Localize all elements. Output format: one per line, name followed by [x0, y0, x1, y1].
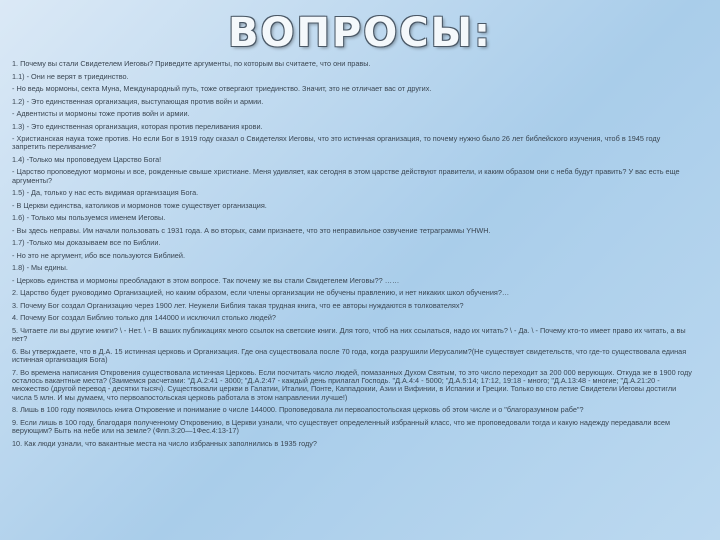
paragraph: 10. Как люди узнали, что вакантные места на число избранных заполнились в 1935 году? — [12, 438, 317, 448]
slide-title: ВОПРОСЫ: — [227, 10, 493, 56]
paragraph: - Вы здесь неправы. Им начали пользовать с 1931 года. А во вторых, сами признаете, что это неправильное озвучение тетраграммы YHWH. — [12, 225, 491, 235]
paragraph: 1.4) -Только мы проповедуем Царство Бога! — [12, 154, 162, 164]
paragraph: - В Церкви единства, католиков и мормонов тоже существует организация. — [12, 200, 267, 210]
paragraph: 1.7) -Только мы доказываем все по Библии. — [12, 238, 161, 248]
paragraph: 1.1) - Они не верят в триединство. — [12, 71, 129, 81]
paragraph: - Христианская наука тоже против. Но если Бог в 1919 году сказал о Свидетелях Иеговы, что это истинная организация, то почему нужно было 26 лет библейского изучения, чтоб в 1945 году запретить переливание? — [12, 134, 661, 152]
paragraph: 2. Царство будет руководимо Организацией, но каким образом, если члены организации не обучены правлению, и нет никаких школ обучения?… — [12, 288, 510, 298]
paragraph: 1.3) - Это единственная организация, которая против переливания крови. — [12, 121, 263, 131]
paragraph: 6. Вы утверждаете, что в Д.А. 15 истинная церковь и Организация. Где она существовала после 70 года, когда разрушили Иерусалим?(Не существует свидетельств, что где-то существовала единая истинная организация Бога) — [12, 346, 687, 365]
paragraph: 8. Лишь в 100 году появилось книга Откровение и понимание о числе 144000. Проповедовала ли первоапостольская церковь об этом числе и о "благоразумном рабе"? — [12, 405, 584, 415]
paragraph: 1.8) - Мы едины. — [12, 263, 68, 273]
paragraph: 1.6) - Только мы пользуемся именем Иеговы. — [12, 213, 166, 223]
paragraph: 1.5) - Да, только у нас есть видимая организация Бога. — [12, 188, 199, 198]
paragraph: 1. Почему вы стали Свидетелем Иеговы? Приведите аргументы, по которым вы считаете, что они правы. — [12, 59, 371, 68]
paragraph: 5. Читаете ли вы другие книги? \ - Нет. \ - В ваших публикациях много ссылок на светские книги. Для того, чтоб на них ссылаться, надо их читать? \ - Да. \ - Почему кто-то имеет право их читать, а вы нет? — [12, 325, 686, 344]
paragraph: - Царство проповедуют мормоны и все, рожденные свыше христиане. Меня удивляет, как сегодня в этом царстве действуют правители, и каким образом они с неба будут править? У вас есть еще аргументы? — [12, 167, 680, 185]
paragraph: - Но ведь мормоны, секта Муна, Международный путь, тоже отвергают триединство. Значит, это не отличает вас от других. — [12, 84, 432, 93]
questions-text — [12, 60, 696, 452]
paragraph: 3. Почему Бог создал Организацию через 1900 лет. Неужели Библия такая трудная книга, что ее авторы нуждаются в толкователях? — [12, 300, 464, 310]
paragraph: 9. Если лишь в 100 году, благодаря полученному Откровению, в Церкви узнали, что существует определенный избранный класс, что же проповедовали тогда и какую надежду передавали всем верующим? Быть на небе или на земле? (Флп.3:20—1Фес.4:13-17) — [12, 417, 670, 436]
paragraph: - Но это не аргумент, ибо все пользуются Библией. — [12, 250, 185, 260]
paragraph: - Адвентисты и мормоны тоже против войн и армии. — [12, 109, 190, 118]
paragraph: 1.2) - Это единственная организация, выступающая против войн и армии. — [12, 96, 264, 106]
paragraph: - Церковь единства и мормоны преобладают в этом вопросе. Так почему же вы стали Свидетелем Иеговы?? …… — [12, 275, 400, 285]
paragraph: 4. Почему Бог создал Библию только для 144000 и исключил столько людей? — [12, 313, 276, 323]
paragraph: 7. Во времена написания Откровения существовала истинная Церковь. Если посчитать число людей, помазанных Духом Святым, то это число переходит за 200 000 верующих. Откуда же в 1900 году осталось вакантные места? (Заимемся расчетами: "Д.А.2:41 - 3000; "Д.А.2:47 - каждый день прилагал Господь. "Д.А.4:4 - 5000; "Д.А.5:14; 17:12, 19:18 - много; "Д.А.13:48 - многие; "Д.А.21:20 - множество (другой перевод - десятки тысяч). Существовали церкви в Галатии, Италии, Понте, Каппадокии, Азии и Вифинии, в Испании и Греции. Только во сто летие Свидетели Иеговы достигли числа 5 млн. И мы думаем, что первоапостольская церковь работала в этом направлении лучше!) — [12, 367, 692, 402]
